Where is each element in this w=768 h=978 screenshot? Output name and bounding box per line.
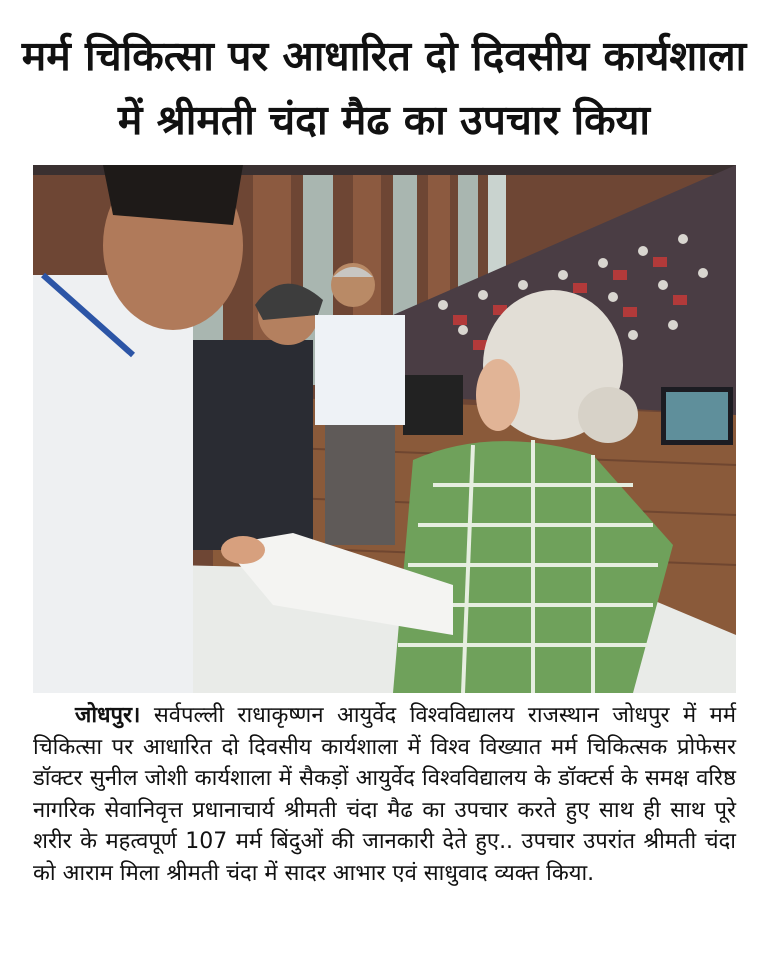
dateline: जोधपुर।: [75, 703, 141, 728]
headline-line-2: में श्रीमती चंदा मैढ का उपचार किया: [117, 96, 651, 144]
article-photo: [33, 165, 736, 693]
headline-line-1: मर्म चिकित्सा पर आधारित दो दिवसीय कार्यशाला: [21, 32, 747, 80]
article-body: [33, 700, 736, 889]
headline: [20, 24, 748, 152]
article-body-text: सर्वपल्ली राधाकृष्णन आयुर्वेद विश्वविद्यालय राजस्थान जोधपुर में मर्म चिकित्सा पर आधारित दो दिवसीय कार्यशाला में विश्व विख्यात मर्म चिकित्सक प्रोफेसर डॉक्टर सुनील जोशी कार्यशाला में सैकड़ों आयुर्वेद विश्वविद्यालय के डॉक्टर्स के समक्ष वरिष्ठ नागरिक सेवानिवृत्त प्रधानाचार्य श्रीमती चंदा मैढ का उपचार करते हुए साथ ही साथ पूरे शरीर के महत्वपूर्ण 107 मर्म बिंदुओं की जानकारी देते हुए.. उपचार उपरांत श्रीमती चंदा को आराम मिला श्रीमती चंदा में सादर आभार एवं साधुवाद व्यक्त किया.: [33, 703, 736, 886]
